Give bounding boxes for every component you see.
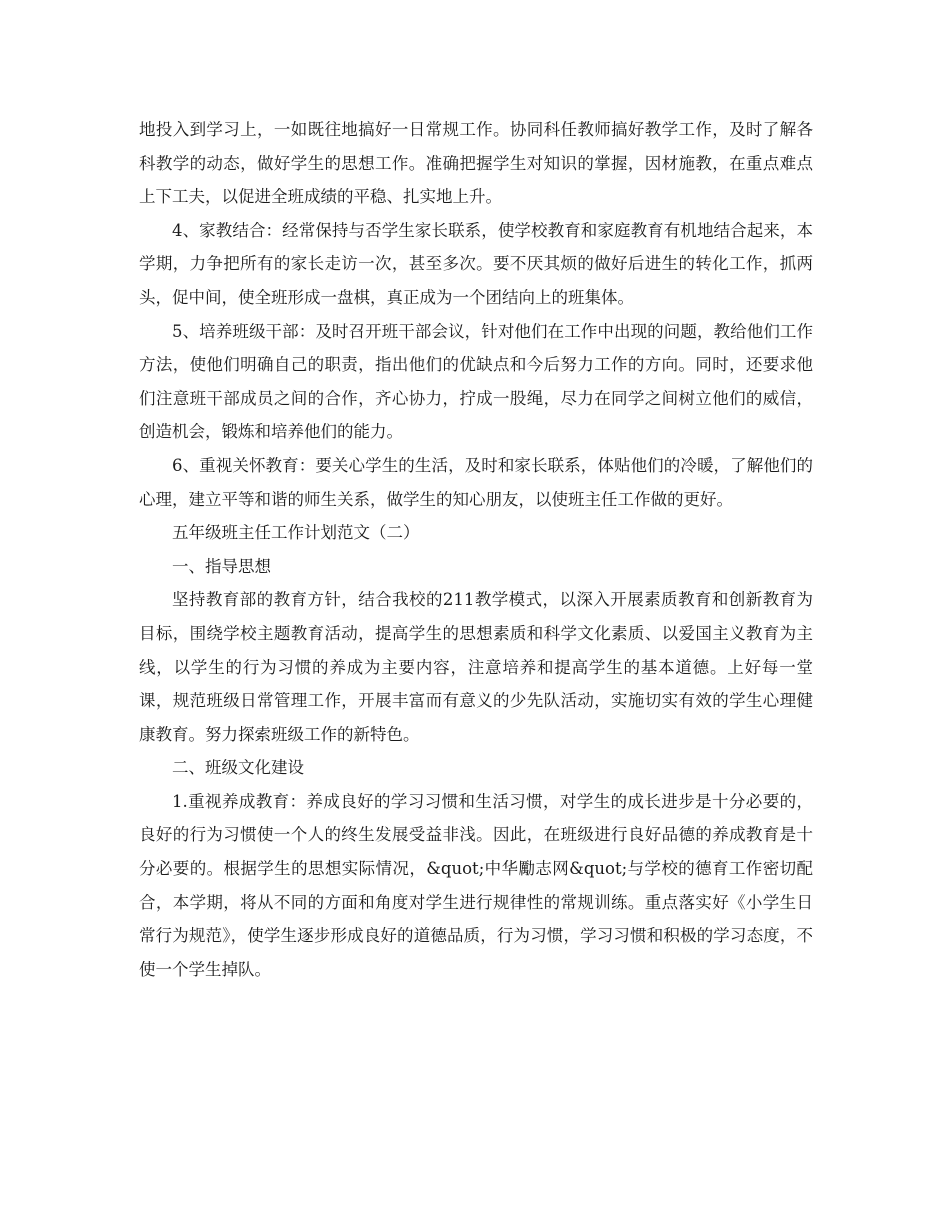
heading-class-culture: 二、班级文化建设 — [172, 758, 304, 778]
paragraph-item-5: 5、培养班级干部：及时召开班干部会议，针对他们在工作中出现的问题，教给他们工作方法，使他们明确自己的职责，指出他们的优缺点和今后努力工作的方向。同时，还要求他们注意班干部成员之间的合作，齐心协力，拧成一股绳，尽力在同学之间树立他们的威信，创造机会，锻炼和培养他们的能力。 — [139, 321, 813, 442]
paragraph-item-6: 6、重视关怀教育：要关心学生的生活，及时和家长联系，体贴他们的冷暖，了解他们的心理，建立平等和谐的师生关系，做学生的知心朋友，以使班主任工作做的更好。 — [139, 455, 813, 509]
paragraph-continuation: 地投入到学习上，一如既往地搞好一日常规工作。协同科任教师搞好教学工作，及时了解各科教学的动态，做好学生的思想工作。准确把握学生对知识的掌握，因材施教，在重点难点上下工夫，以促进全班成绩的平稳、扎实地上升。 — [139, 120, 813, 207]
section-title-part-2: 五年级班主任工作计划范文（二） — [172, 523, 420, 543]
document-body — [139, 113, 813, 986]
paragraph-guiding-ideology: 坚持教育部的教育方针，结合我校的211教学模式，以深入开展素质教育和创新教育为目标，围绕学校主题教育活动，提高学生的思想素质和科学文化素质、以爱国主义教育为主线，以学生的行为习惯的养成为主要内容，注意培养和提高学生的基本道德。上好每一堂课，规范班级日常管理工作，开展丰富而有意义的少先队活动，实施切实有效的学生心理健康教育。努力探索班级工作的新特色。 — [139, 590, 813, 744]
paragraph-item-4: 4、家教结合：经常保持与否学生家长联系，使学校教育和家庭教育有机地结合起来，本学期，力争把所有的家长走访一次，甚至多次。要不厌其烦的做好后进生的转化工作，抓两头，促中间，使全班形成一盘棋，真正成为一个团结向上的班集体。 — [139, 220, 813, 307]
heading-guiding-ideology: 一、指导思想 — [172, 556, 271, 576]
paragraph-habit-education: 1.重视养成教育：养成良好的学习习惯和生活习惯，对学生的成长进步是十分必要的，良好的行为习惯使一个人的终生发展受益非浅。因此，在班级进行良好品德的养成教育是十分必要的。根据学生的思想实际情况，&quot;中华勵志网&quot;与学校的德育工作密切配合，本学期，将从不同的方面和角度对学生进行规律性的常规训练。重点落实好《小学生日常行为规范》，使学生逐步形成良好的道德品质，行为习惯，学习习惯和积极的学习态度，不使一个学生掉队。 — [139, 791, 813, 979]
